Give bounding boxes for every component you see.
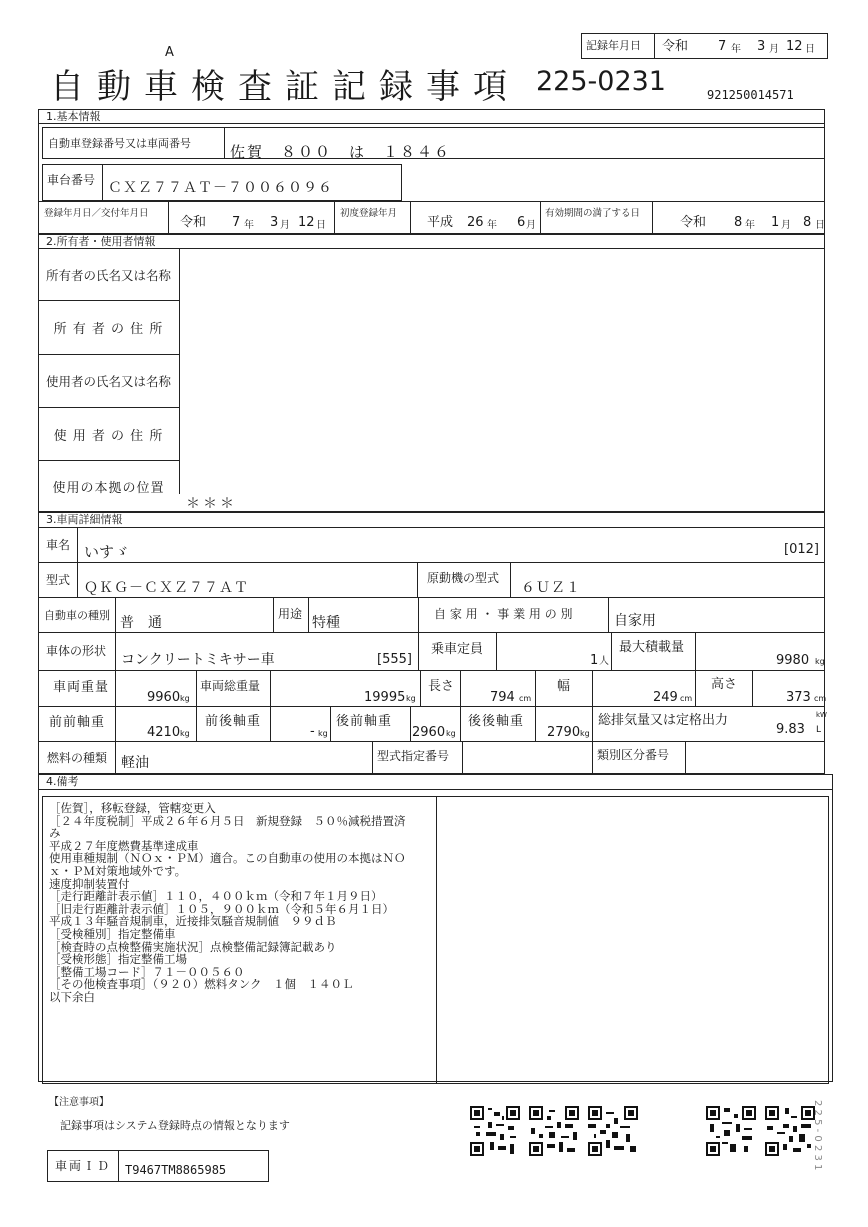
category-number-label: 類別区分番号 <box>597 748 670 762</box>
section-owner-title: 2.所有者・使用者情報 <box>46 235 156 248</box>
max-load-value: 9980 <box>776 653 810 668</box>
qr-code-2 <box>529 1106 579 1156</box>
vehicle-id-label: 車両ＩＤ <box>55 1159 112 1173</box>
chassis-label: 車台番号 <box>47 173 96 187</box>
width-value: 249 <box>653 690 678 705</box>
max-load-label: 最大積載量 <box>619 640 685 655</box>
chassis-value: ＣＸＺ７７ＡＴ－７００６０９６ <box>108 180 333 196</box>
vehicle-id-value: T9467TM8865985 <box>125 1163 227 1177</box>
vehicle-name-label: 車名 <box>46 538 71 552</box>
expiry-label: 有効期間の満了する日 <box>545 208 641 219</box>
record-date-label: 記録年月日 <box>586 39 641 52</box>
section-vehicle-title: 3.車両詳細情報 <box>46 513 123 526</box>
section-remarks-title: 4.備考 <box>46 775 79 788</box>
base-location-label: 使用の本拠の位置 <box>52 480 165 496</box>
length-value: 794 <box>490 690 515 705</box>
capacity-label: 乗車定員 <box>431 642 484 657</box>
rear-front-axle-value: 2960 <box>412 725 446 740</box>
first-reg-label: 初度登録年月 <box>340 208 398 219</box>
user-name-label: 使用者の氏名又は名称 <box>45 374 171 389</box>
gross-weight-value: 19995 <box>364 690 406 705</box>
front-rear-axle-label: 前後軸重 <box>205 714 262 729</box>
document-code: 225-0231 <box>536 66 666 97</box>
reg-date-label: 登録年月日／交付年月日 <box>44 208 149 219</box>
length-label: 長さ <box>428 679 455 694</box>
height-label: 高さ <box>711 677 738 692</box>
displacement-label: 総排気量又は定格出力 <box>598 713 729 728</box>
width-label: 幅 <box>557 679 571 694</box>
base-location-value: ＊＊＊ <box>186 496 237 512</box>
remarks-text: ［佐賀］，移転登録，管轄変更入 ［２４年度税制］平成２６年６月５日 新規登録 ５０％減税措置済 み 平成２７年度燃費基準達成車 使用車種規制（ＮＯｘ・ＰＭ）適合。この自動車の使用の本拠はＮＯ ｘ・ＰＭ対策地域外です。 速度抑制装置付 ［走行距離計表示値］１１０，４００ｋｍ（令和７年１月９日） ［旧走行距離計表示値］１０５，９００ｋｍ（令和５年６月１日） 平成１３年騒音規制車，近接排気騒音規制値 ９９ｄＢ ［受検種別］指定整備車 ［検査時の点検整備実施状況］点検整備記録簿記載あり ［受検形態］指定整備工場 ［整備工場コード］７１－００５６０ ［その他検査事項］（９２０）燃料タンク １個 １４０Ｌ 以下余白 <box>49 801 406 1004</box>
front-rear-axle-value: - <box>310 724 315 739</box>
engine-label: 原動機の型式 <box>427 571 500 585</box>
engine-value: ６ＵＺ１ <box>521 580 581 596</box>
fuel-value: 軽油 <box>121 755 149 771</box>
model-label: 型式 <box>46 573 71 587</box>
body-shape-label: 車体の形状 <box>46 644 107 658</box>
rear-rear-axle-label: 後後軸重 <box>468 714 525 729</box>
private-business-value: 自家用 <box>614 613 656 629</box>
use-label: 用途 <box>278 607 303 621</box>
vehicle-name-value: いすゞ <box>84 543 130 561</box>
displacement-value: 9.83 <box>776 722 805 737</box>
notes-text: 記録事項はシステム登録時点の情報となります <box>60 1119 290 1132</box>
reg-no-value: 佐賀 ８００ は １８４６ <box>230 143 452 161</box>
qr-code-3 <box>588 1106 638 1156</box>
document-serial: 921250014571 <box>707 88 794 102</box>
vehicle-weight-value: 9960 <box>147 690 181 705</box>
section-basic-title: 1.基本情報 <box>46 110 101 123</box>
front-front-axle-label: 前前軸重 <box>49 715 106 730</box>
reg-no-label: 自動車登録番号又は車両番号 <box>48 137 191 150</box>
owner-name-label: 所有者の氏名又は名称 <box>45 267 171 283</box>
front-front-axle-value: 4210 <box>147 725 181 740</box>
body-shape-code: [555] <box>377 652 412 667</box>
qr-code-5 <box>765 1106 815 1156</box>
vehicle-type-value: 普 通 <box>120 615 162 631</box>
private-business-label: 自 家 用 ・ 事 業 用 の 別 <box>434 607 573 621</box>
qr-code-4 <box>706 1106 756 1156</box>
capacity-value: 1 <box>590 653 599 668</box>
type-designation-label: 型式指定番号 <box>377 749 450 763</box>
vehicle-weight-label: 車両重量 <box>53 680 110 695</box>
gross-weight-label: 車両総重量 <box>200 679 261 693</box>
fuel-label: 燃料の種類 <box>47 751 108 765</box>
document-title: 自動車検査証記録事項 <box>50 67 520 107</box>
side-handwritten-mark: 2 2 5 - 0 2 3 1 <box>812 1100 823 1171</box>
use-value: 特種 <box>312 615 340 631</box>
body-shape-value: コンクリートミキサー車 <box>121 652 275 668</box>
user-address-label: 使 用 者 の 住 所 <box>53 428 164 444</box>
rear-rear-axle-value: 2790 <box>547 725 581 740</box>
form-mark: A <box>165 45 174 60</box>
height-value: 373 <box>786 690 811 705</box>
qr-code-1 <box>470 1106 520 1156</box>
vehicle-name-code: [012] <box>784 542 819 557</box>
model-value: ＱＫＧ－ＣＸＺ７７ＡＴ <box>84 580 249 596</box>
vehicle-type-label: 自動車の種別 <box>44 609 110 622</box>
notes-title: 【注意事項】 <box>49 1097 109 1108</box>
rear-front-axle-label: 後前軸重 <box>336 714 393 729</box>
owner-address-label: 所 有 者 の 住 所 <box>53 322 164 337</box>
